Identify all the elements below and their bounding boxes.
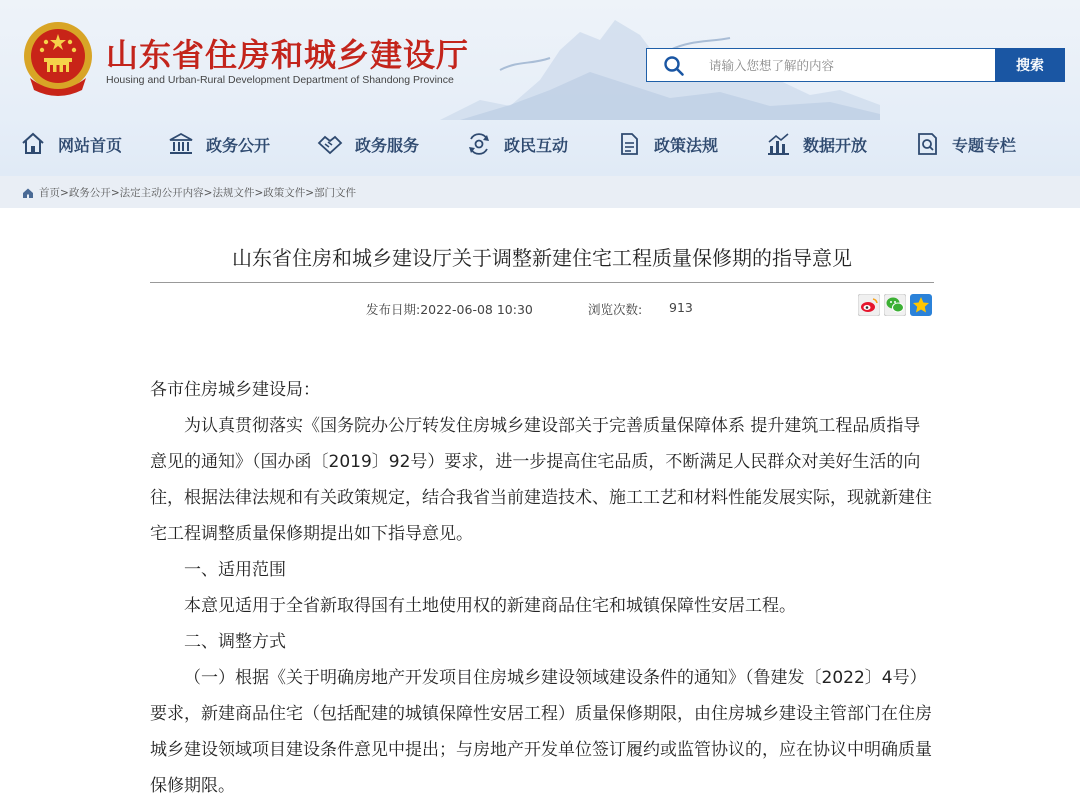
section-heading-scope: 一、适用范围 [184, 560, 286, 580]
publish-date: 发布日期:2022-06-08 10:30 [366, 302, 533, 317]
interaction-icon [466, 131, 492, 157]
search-icon [663, 55, 685, 77]
article-body [150, 372, 934, 804]
breadcrumb-separator: > [305, 186, 315, 199]
breadcrumb-separator: > [254, 186, 264, 199]
main-nav [0, 122, 1080, 166]
chart-icon [765, 131, 791, 157]
breadcrumb [22, 185, 356, 200]
salutation: 各市住房城乡建设局： [150, 380, 320, 400]
breadcrumb-separator: > [110, 186, 120, 199]
views-label: 浏览次数: [588, 302, 643, 317]
search-button[interactable]: 搜索 [995, 48, 1065, 82]
breadcrumb-bar [0, 176, 1080, 208]
title-divider [150, 282, 934, 283]
scope-paragraph: 本意见适用于全省新取得国有土地使用权的新建商品住宅和城镇保障性安居工程。 [184, 596, 796, 616]
handshake-icon [317, 131, 343, 157]
section-heading-adjustment: 二、调整方式 [184, 632, 286, 652]
site-title: 山东省住房和城乡建设厅 [106, 36, 470, 74]
nav-label: 网站首页 [58, 135, 123, 155]
government-building-icon [168, 131, 194, 157]
views-count: 913 [669, 300, 693, 315]
breadcrumb-link-government-affairs[interactable]: 政务公开 [68, 187, 111, 199]
weibo-icon[interactable] [858, 294, 880, 316]
document-icon [616, 131, 642, 157]
intro-paragraph: 为认真贯彻落实《国务院办公厅转发住房城乡建设部关于完善质量保障体系 提升建筑工程品质指导意见的通知》（国办函〔2019〕92号）要求，进一步提高住宅品质，不断满足人民群众对美好生活的向往，根据法律法规和有关政策规定，结合我省当前建造技术、施工工艺和材料性能发展实际，现就新建住宅工程调整质量保修期提出如下指导意见。 [150, 416, 932, 544]
adjustment-paragraph: （一）根据《关于明确房地产开发项目住房城乡建设领域建设条件的通知》（鲁建发〔2022〕4号）要求，新建商品住宅（包括配建的城镇保障性安居工程）质量保修期限，由住房城乡建设主管部门在住房城乡建设领域项目建设条件意见中提出；与房地产开发单位签订履约或监管协议的，应在协议中明确质量保修期限。 [150, 668, 932, 796]
breadcrumb-separator: > [203, 186, 213, 199]
nav-label: 政民互动 [504, 135, 569, 155]
nav-item-government-services[interactable] [317, 130, 419, 158]
qzone-icon[interactable] [910, 294, 932, 316]
site-subtitle: Housing and Urban-Rural Development Department of Shandong Province [106, 74, 454, 86]
breadcrumb-separator: > [60, 186, 69, 199]
nav-label: 政务服务 [355, 135, 420, 155]
nav-item-open-data[interactable] [765, 130, 867, 158]
nav-label: 政务公开 [206, 135, 271, 155]
nav-item-government-affairs[interactable] [168, 130, 270, 158]
breadcrumb-link-policy-documents[interactable]: 政策文件 [263, 187, 306, 199]
breadcrumb-link-regulations[interactable]: 法规文件 [212, 187, 255, 199]
nav-item-special-topics[interactable] [914, 130, 1016, 158]
nav-label: 政策法规 [654, 135, 719, 155]
topic-icon [914, 131, 940, 157]
wechat-icon[interactable] [884, 294, 906, 316]
search-box [646, 48, 996, 82]
breadcrumb-link-department-documents[interactable]: 部门文件 [314, 187, 357, 199]
national-emblem-logo [20, 18, 96, 98]
nav-item-policies[interactable] [616, 130, 718, 158]
search-input[interactable] [709, 49, 989, 81]
home-icon [20, 131, 46, 157]
nav-item-interaction[interactable] [466, 130, 568, 158]
nav-label: 数据开放 [803, 135, 868, 155]
nav-item-home[interactable] [20, 130, 122, 158]
breadcrumb-link-home[interactable]: 首页 [39, 187, 60, 199]
breadcrumb-link-statutory-disclosure[interactable]: 法定主动公开内容 [119, 187, 204, 199]
article-title: 山东省住房和城乡建设厅关于调整新建住宅工程质量保修期的指导意见 [232, 246, 852, 270]
home-icon [22, 187, 34, 199]
nav-label: 专题专栏 [952, 135, 1017, 155]
